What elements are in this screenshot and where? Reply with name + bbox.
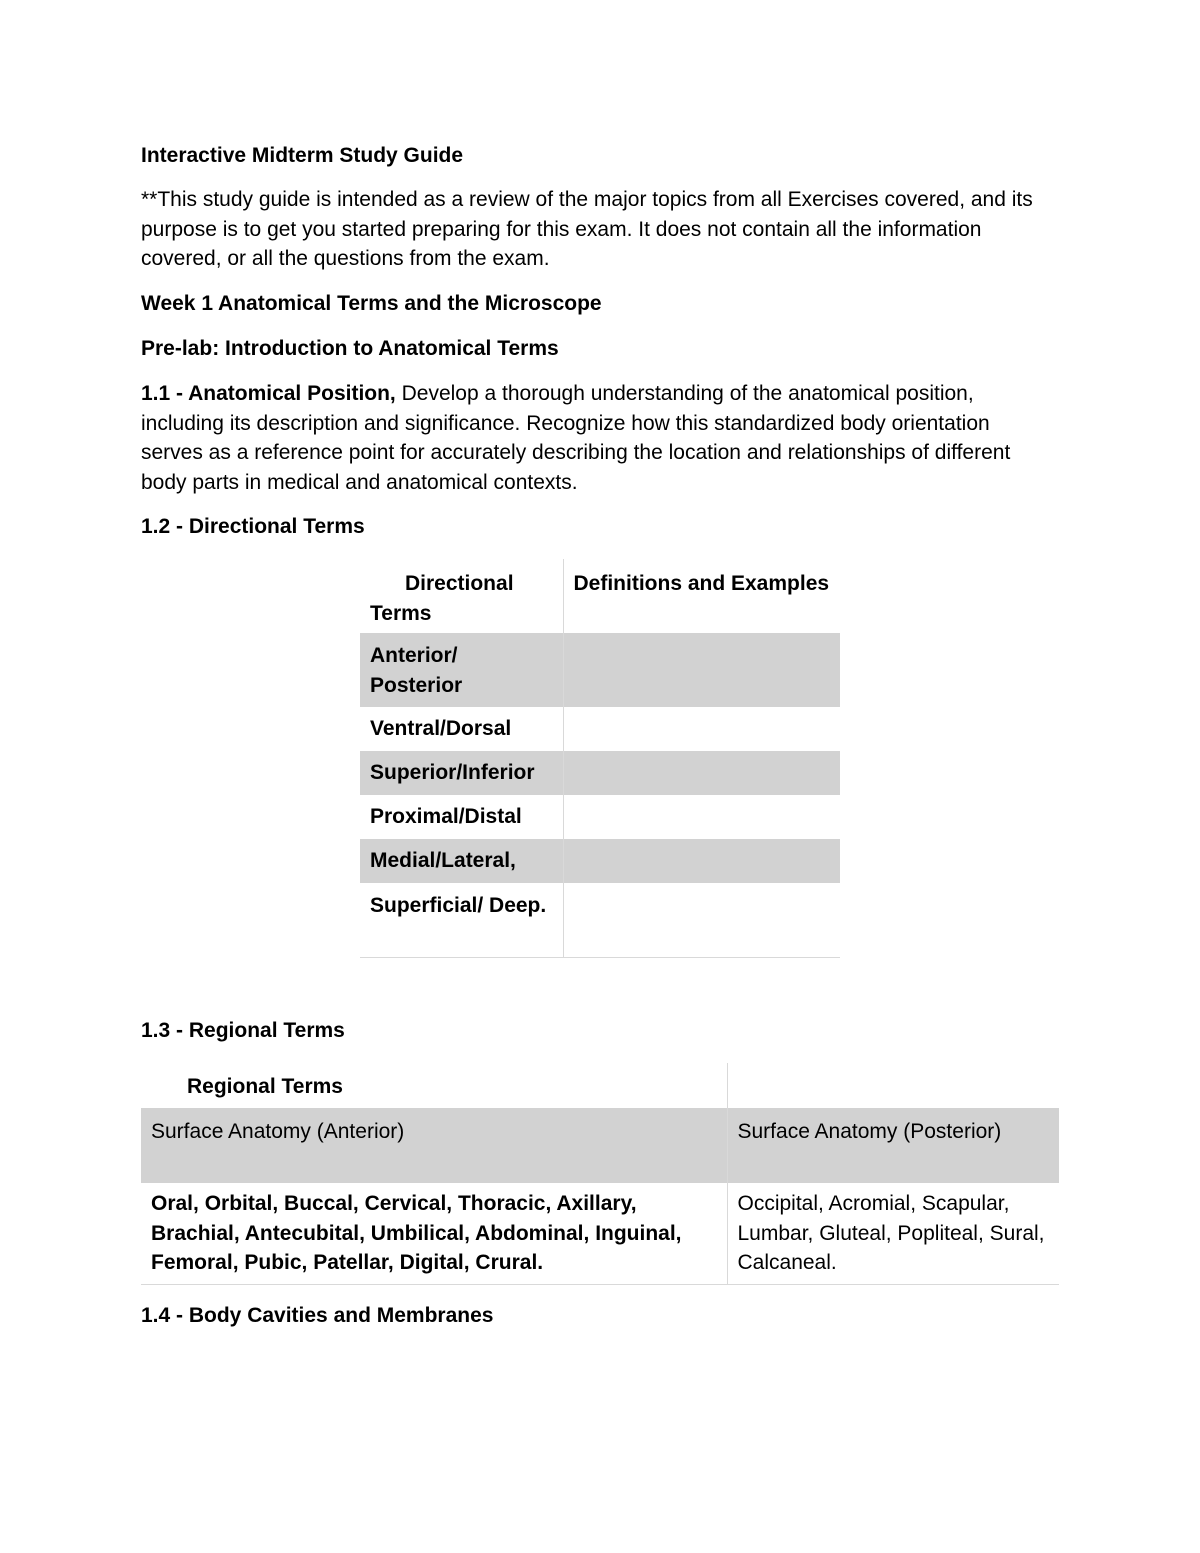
section-1-1-paragraph: [141, 379, 1056, 497]
section-1-1-text: Develop a thorough understanding of the anatomical position, including its description and significance. Recognize how this standardized body orientation serves as a reference point for accurately describing the location and relationships of different body parts in medical and anatomical contexts.: [141, 382, 1011, 494]
posterior-terms-cell: Occipital, Acromial, Scapular, Lumbar, Gluteal, Popliteal, Sural, Calcaneal.: [727, 1183, 1059, 1284]
prelab-heading: Pre-lab: Introduction to Anatomical Terms: [141, 337, 559, 360]
anterior-terms-cell: Oral, Orbital, Buccal, Cervical, Thoracic, Axillary, Brachial, Antecubital, Umbilical, Abdominal, Inguinal, Femoral, Pubic, Patellar, Digital, Crural.: [141, 1183, 727, 1284]
table-row: [360, 795, 840, 839]
table-row: [360, 751, 840, 795]
table-row: [360, 633, 840, 707]
table-row: [360, 707, 840, 751]
directional-terms-header: [360, 559, 563, 633]
intro-paragraph: **This study guide is intended as a review of the major topics from all Exercises covered, and its purpose is to get you started preparing for this exam. It does not contain all the information covered, or all the questions from the exam.: [141, 188, 1033, 270]
directional-terms-header-label: Directional Terms: [370, 572, 514, 625]
definition-cell: [563, 707, 840, 751]
section-1-2-heading: 1.2 - Directional Terms: [141, 515, 365, 538]
definition-cell: [563, 795, 840, 839]
definition-cell: [563, 751, 840, 795]
anterior-header: Surface Anatomy (Anterior): [141, 1108, 727, 1183]
section-1-3-heading: 1.3 - Regional Terms: [141, 1019, 345, 1042]
table-header-row: [360, 559, 840, 633]
empty-cell: [727, 1063, 1059, 1108]
definitions-header: Definitions and Examples: [573, 572, 830, 595]
term-cell: Anterior/ Posterior: [360, 633, 563, 707]
term-cell: Medial/Lateral,: [360, 839, 563, 883]
section-1-4-heading: 1.4 - Body Cavities and Membranes: [141, 1304, 494, 1327]
regional-terms-title: Regional Terms: [141, 1063, 727, 1108]
definition-cell: [563, 883, 840, 957]
term-cell: Superior/Inferior: [360, 751, 563, 795]
posterior-header: Surface Anatomy (Posterior): [727, 1108, 1059, 1183]
table-row: [141, 1183, 1059, 1284]
term-cell: Ventral/Dorsal: [360, 707, 563, 751]
definition-cell: [563, 633, 840, 707]
regional-terms-table: [141, 1063, 1059, 1285]
week1-heading: Week 1 Anatomical Terms and the Microscope: [141, 292, 602, 315]
definition-cell: [563, 839, 840, 883]
term-cell: Proximal/Distal: [360, 795, 563, 839]
table-header-row: [141, 1108, 1059, 1183]
term-cell: Superficial/ Deep.: [360, 883, 563, 957]
section-1-1-label: 1.1 - Anatomical Position,: [141, 382, 396, 405]
table-title-row: [141, 1063, 1059, 1108]
table-row: [360, 839, 840, 883]
document-title: Interactive Midterm Study Guide: [141, 144, 464, 167]
table-row: [360, 883, 840, 957]
directional-terms-table: [360, 559, 840, 958]
